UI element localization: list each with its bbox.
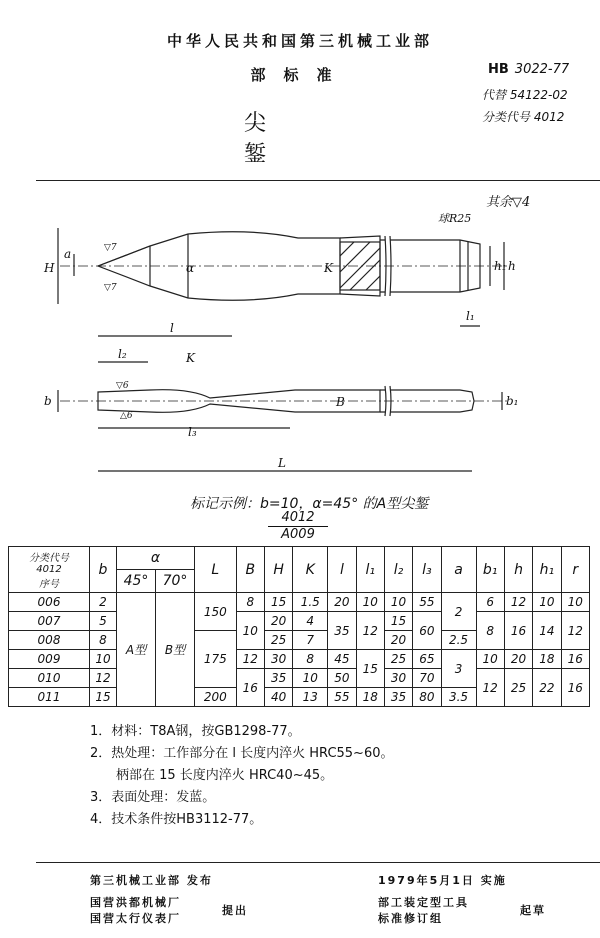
class-code-header: 分类代号 4012 序号 bbox=[9, 547, 90, 593]
table-row: 010 12 16 35 10 50 30 70 12 25 22 16 bbox=[9, 669, 590, 688]
svg-text:▽7: ▽7 bbox=[104, 283, 117, 293]
requirement-item: 4．技术条件按HB3112-77。 bbox=[90, 812, 263, 827]
svg-text:l₁: l₁ bbox=[466, 309, 475, 323]
svg-text:l₃: l₃ bbox=[188, 425, 197, 439]
standard-number: HB 3022-77 bbox=[488, 62, 570, 77]
svg-text:h: h bbox=[508, 259, 516, 273]
svg-text:K: K bbox=[186, 351, 195, 365]
svg-text:b: b bbox=[44, 394, 52, 408]
table-row: 009 10 12 30 8 45 15 25 65 3 10 20 18 16 bbox=[9, 650, 590, 669]
roughness-note: 其余▽4 bbox=[486, 195, 531, 210]
marking-example: 标记示例：b=10，α=45° 的A型尖錾 bbox=[190, 496, 429, 512]
replaces-standard: 代替 54122-02 bbox=[482, 88, 568, 102]
requirement-item: 3．表面处理：发蓝。 bbox=[90, 790, 216, 805]
technical-requirements bbox=[90, 721, 394, 831]
svg-text:α: α bbox=[186, 261, 195, 275]
dimension-table: 分类代号 4012 序号 b α L B H K l l₁ l₂ l₃ a b₁ h h₁ r 45° 70° 006 2 A型 B型 150 8 15 1.5 20 10 10 55 2 6 12 10 10 007 5 10 20 4 35 12 15 60 8 16 14 12 008 8 175 25 7 20 2.5 009 10 12 30 8 45 15 25 65 3 10 20 18 16 010 12 16 35 10 50 30 70 12 25 22 16 011 15 200 40 13 55 18 35 80 3.5 bbox=[8, 546, 590, 707]
svg-text:B: B bbox=[336, 395, 345, 409]
svg-text:▽7: ▽7 bbox=[104, 243, 117, 253]
effective-date: 1979年5月1日 实施 bbox=[378, 874, 507, 887]
svg-text:l: l bbox=[170, 321, 174, 335]
table-row: 006 2 A型 B型 150 8 15 1.5 20 10 10 55 2 6 12 10 10 bbox=[9, 593, 590, 612]
drafter-1: 部工装定型工具 bbox=[378, 896, 469, 909]
issuer: 第三机械工业部 发布 bbox=[90, 874, 213, 887]
proposed-label: 提出 bbox=[222, 904, 248, 917]
footer-divider bbox=[36, 862, 600, 863]
dept-standard-label: 部标准 bbox=[250, 66, 350, 84]
drafter-2: 标准修订组 bbox=[378, 912, 443, 925]
table-row: 011 15 200 40 13 55 18 35 80 3.5 bbox=[9, 688, 590, 707]
svg-text:H: H bbox=[44, 261, 55, 275]
chisel-drawing bbox=[40, 186, 580, 486]
ministry-title: 中华人民共和国第三机械工业部 bbox=[166, 32, 433, 50]
requirement-item: 2．热处理：工作部分在 l 长度内淬火 HRC55~60。 bbox=[90, 746, 394, 761]
class-code: 分类代号 4012 bbox=[482, 110, 565, 124]
svg-text:球R25: 球R25 bbox=[438, 212, 472, 225]
proposer-1: 国营洪都机械厂 bbox=[90, 896, 181, 909]
marking-code: 4012 A009 bbox=[268, 510, 328, 543]
svg-text:L: L bbox=[278, 456, 286, 470]
svg-text:h₁: h₁ bbox=[494, 259, 507, 273]
requirement-item: 柄部在 15 长度内淬火 HRC40~45。 bbox=[116, 768, 334, 783]
requirement-item: 1．材料：T8A钢，按GB1298-77。 bbox=[90, 724, 301, 739]
table-row: 008 8 175 25 7 20 2.5 bbox=[9, 631, 590, 650]
svg-text:K: K bbox=[324, 261, 333, 275]
header-divider bbox=[36, 180, 600, 181]
svg-text:b₁: b₁ bbox=[506, 394, 519, 408]
proposer-2: 国营太行仪表厂 bbox=[90, 912, 181, 925]
svg-text:a: a bbox=[64, 247, 72, 261]
svg-text:l₂: l₂ bbox=[118, 347, 127, 361]
svg-text:▽6: ▽6 bbox=[116, 381, 129, 391]
drafted-label: 起草 bbox=[520, 904, 546, 917]
table-row: 007 5 10 20 4 35 12 15 60 8 16 14 12 bbox=[9, 612, 590, 631]
document-title: 尖 錾 bbox=[243, 111, 386, 167]
svg-text:△6: △6 bbox=[120, 411, 133, 421]
